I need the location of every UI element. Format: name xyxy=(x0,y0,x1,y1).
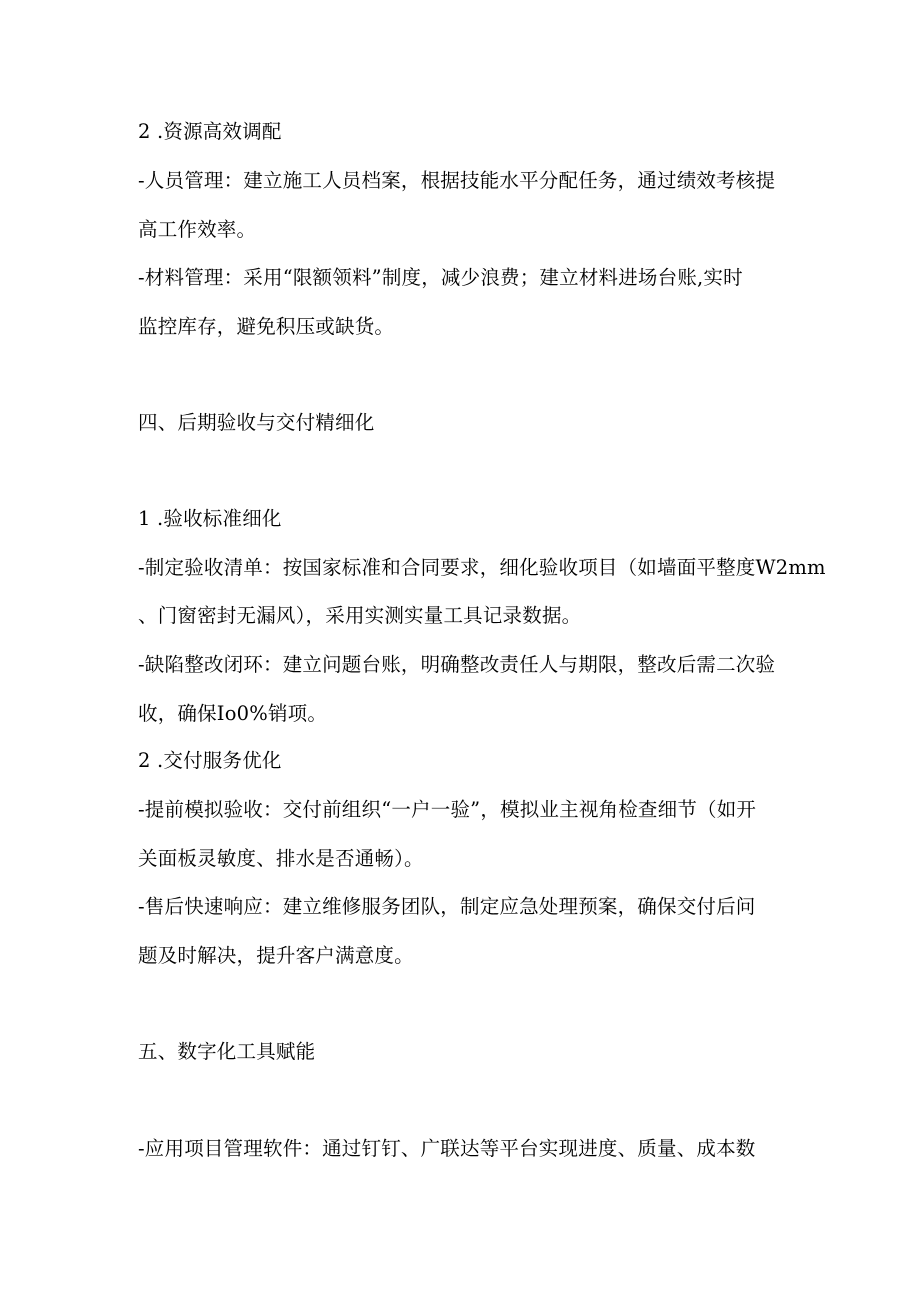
paragraph-line: -售后快速响应：建立维修服务团队，制定应急处理预案，确保交付后问 xyxy=(138,895,756,918)
subsection-heading-delivery-service: 2 .交付服务优化 xyxy=(138,749,282,772)
paragraph-line: -材料管理：采用“限额领料”制度，减少浪费；建立材料进场台账,实时 xyxy=(138,266,743,289)
section-heading-acceptance: 四、后期验收与交付精细化 xyxy=(138,411,375,434)
paragraph-line: -人员管理：建立施工人员档案，根据技能水平分配任务，通过绩效考核提 xyxy=(138,169,776,192)
paragraph-line: -应用项目管理软件：通过钉钉、广联达等平台实现进度、质量、成本数 xyxy=(138,1137,756,1160)
subsection-heading-acceptance-standard: 1 .验收标准细化 xyxy=(138,507,282,530)
paragraph-line: 高工作效率。 xyxy=(138,218,257,241)
paragraph-line: 、门窗密封无漏风），采用实测实量工具记录数据。 xyxy=(138,604,582,627)
paragraph-line: -缺陷整改闭环：建立问题台账，明确整改责任人与期限，整改后需二次验 xyxy=(138,653,776,676)
paragraph-line: 监控库存，避免积压或缺货。 xyxy=(138,315,395,338)
section-heading-digital-tools: 五、数字化工具赋能 xyxy=(138,1040,316,1063)
paragraph-line: -制定验收清单：按国家标准和合同要求，细化验收项目（如墙面平整度W2mm xyxy=(138,556,826,579)
paragraph-line: 关面板灵敏度、排水是否通畅）。 xyxy=(138,847,424,870)
paragraph-line: 题及时解决，提升客户满意度。 xyxy=(138,944,414,967)
subsection-heading-resource-allocation: 2 .资源高效调配 xyxy=(138,120,282,143)
paragraph-line: -提前模拟验收：交付前组织“一户一验”，模拟业主视角检查细节（如开 xyxy=(138,798,757,821)
paragraph-line: 收，确保Io0%销项。 xyxy=(138,702,328,725)
